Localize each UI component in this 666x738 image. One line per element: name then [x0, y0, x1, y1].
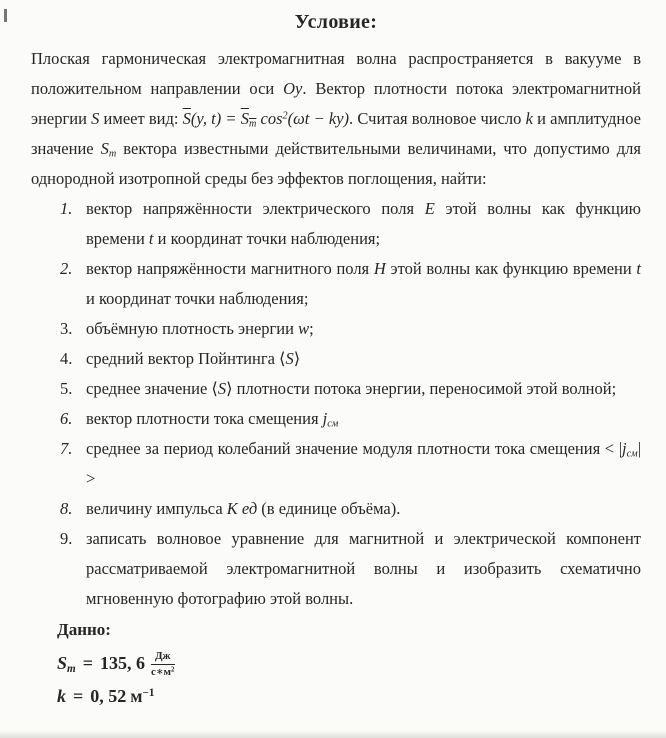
list-item-number: 2. [60, 259, 73, 278]
sm-value: 135, 6 [99, 653, 145, 673]
list-item [60, 314, 641, 344]
list-item [60, 524, 641, 614]
page-title: Условие: [294, 11, 378, 33]
list-item-text: вектор плотности тока смещения $j_{см}$ [86, 409, 339, 430]
unit-denominator: $с∗м^2$ [151, 666, 175, 679]
equals-sign: = [82, 653, 93, 673]
equals-sign: = [73, 686, 84, 706]
list-item-text: вектор напряжённости электрического поля E этой волны как функцию времени t и координат точки наблюдения; [86, 199, 641, 248]
k-symbol: k [57, 686, 66, 706]
given-k-line [57, 682, 641, 710]
list-item-text: величину импульса K ед (в единице объёма). [86, 499, 401, 518]
scan-artifact-mark [4, 9, 7, 22]
list-item [60, 344, 641, 374]
list-item-number: 4. [60, 349, 73, 368]
list-item [60, 404, 641, 434]
list-item-text: вектор напряжённости магнитного поля H этой волны как функцию времени t и координат точки наблюдения; [86, 259, 641, 308]
list-item [60, 194, 641, 254]
list-item-number: 7. [60, 439, 73, 458]
list-item-number: 1. [60, 199, 73, 218]
scan-artifact-band [0, 731, 666, 738]
list-item-text: среднее за период колебаний значение модуля плотности тока смещения < $|j_{см}|$ > [86, 439, 641, 488]
list-item-text: объёмную плотность энергии w; [86, 319, 314, 338]
given-sm-line [57, 644, 641, 682]
list-item-number: 3. [60, 319, 73, 338]
list-item-number: 6. [60, 409, 73, 428]
list-item-number: 8. [60, 499, 73, 518]
list-item [60, 374, 641, 404]
list-item-text: средний вектор Пойнтинга ⟨S⟩ [86, 349, 301, 368]
k-value: 0, 52 [90, 686, 127, 706]
list-item-text: среднее значение ⟨S⟩ плотности потока энергии, переносимой этой волной; [86, 379, 617, 398]
list-item-number: 9. [60, 529, 73, 548]
task-list [60, 194, 641, 614]
list-item-text: записать волновое уравнение для магнитной и электрической компонент рассматриваемой электромагнитной волны и изобразить схематично мгновенную фотографию этой волны. [86, 529, 641, 608]
given-label: Данно: [57, 620, 111, 639]
list-item [60, 494, 641, 524]
sm-unit-fraction [151, 650, 175, 678]
k-unit: $м^{-1}$ [130, 686, 155, 706]
list-item-number: 5. [60, 379, 73, 398]
list-item [60, 434, 641, 494]
sm-symbol: $S_m$ [57, 653, 76, 675]
problem-statement: Плоская гармоническая электромагнитная волна распространяется в вакууме в положительном направлении оси Oy. Вектор плотности потока электромагнитной энергии S имеет вид: $\overline{S}(y$, $t) = S_m$ $\cos^2(\omega t - ky)$. Считая волновое число k и амплитудное значение $S_m$ вектора известными действительными величинами, что допустимо для однородной изотропной среды без эффектов поглощения, найти: [31, 49, 641, 188]
unit-numerator: Дж [151, 650, 175, 665]
list-item [60, 254, 641, 314]
